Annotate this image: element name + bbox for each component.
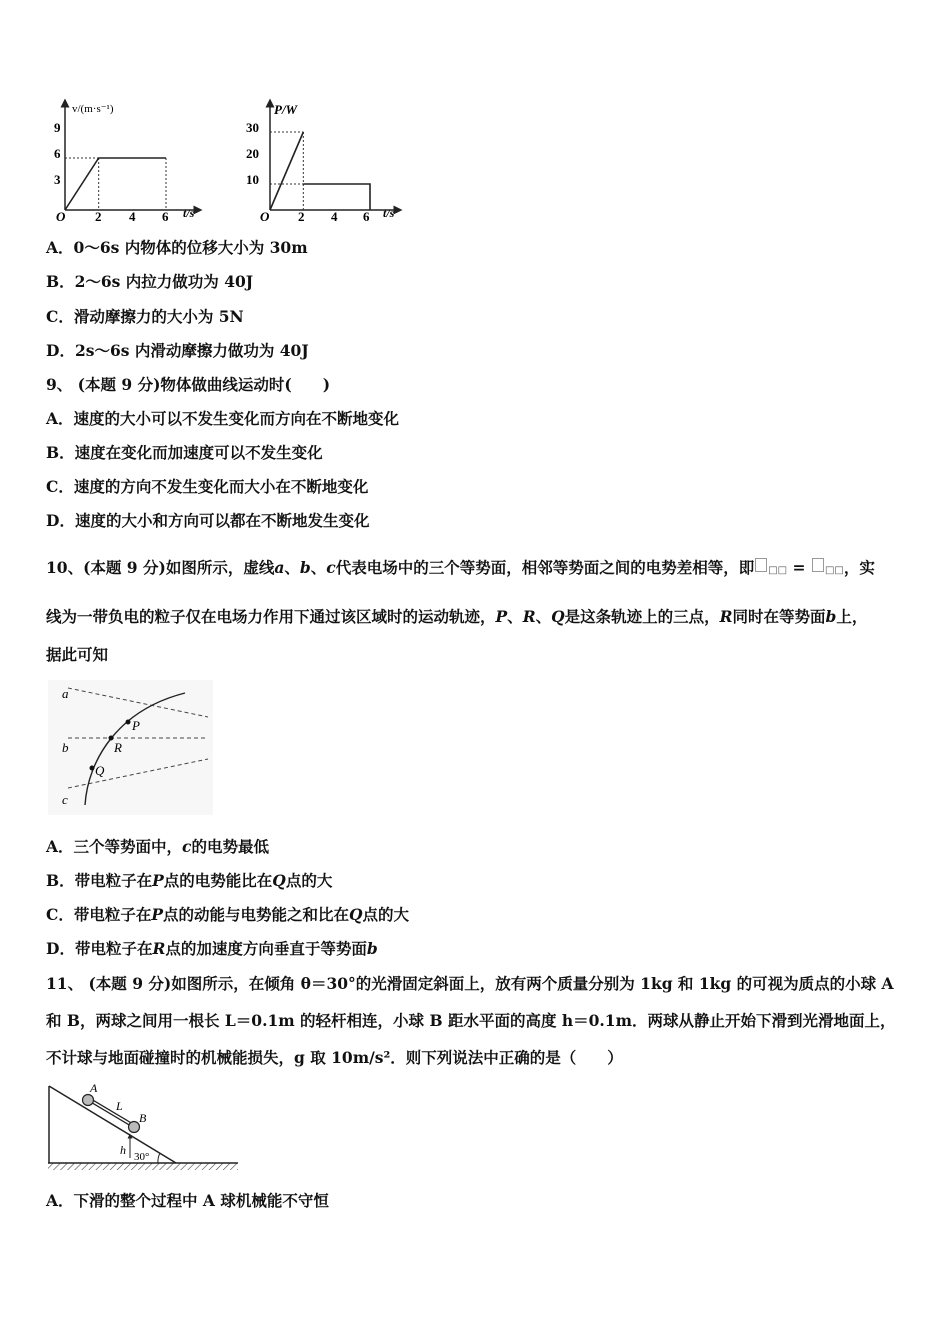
formula-placeholder-icon	[755, 558, 767, 572]
point-Q	[90, 766, 95, 771]
equipotential-figure	[48, 680, 213, 815]
q9-option-a: A．速度的大小可以不发生变化而方向在不断地变化	[46, 409, 400, 428]
q11-stem-line1: 11、 (本题 9 分)如图所示，在倾角 θ＝30°的光滑固定斜面上，放有两个质量分别为 1kg 和 1kg 的可视为质点的小球 A	[46, 974, 894, 993]
y-tick-6: 6	[54, 146, 61, 161]
formula-placeholder-icon	[812, 558, 824, 572]
x-tick-2: 2	[298, 209, 305, 224]
point-R	[109, 736, 114, 741]
x-tick-6: 6	[162, 209, 169, 224]
ball-B	[129, 1122, 140, 1133]
point-P	[126, 720, 131, 725]
label-B: B	[139, 1111, 147, 1125]
velocity-line	[65, 158, 166, 210]
label-c: c	[62, 792, 68, 807]
y-tick-30: 30	[246, 120, 259, 135]
y-tick-20: 20	[246, 146, 259, 161]
ground-hatch	[48, 1163, 238, 1170]
x-tick-6: 6	[363, 209, 370, 224]
label-angle: 30°	[134, 1151, 150, 1163]
power-time-graph	[243, 95, 408, 225]
q10-stem-line2: 线为一带负电的粒子仅在电场力作用下通过该区域时的运动轨迹，P、R、Q是这条轨迹上的三点，R同时在等势面b上，	[46, 607, 868, 626]
q8-option-a: A．0～6s 内物体的位移大小为 30m	[46, 238, 308, 257]
label-Q: Q	[95, 763, 105, 778]
q11-stem-line3: 不计球与地面碰撞时的机械能损失，g 取 10m/s²．则下列说法中正确的是（ ）	[46, 1048, 623, 1067]
label-A: A	[90, 1081, 98, 1095]
q8-option-c: C．滑动摩擦力的大小为 5N	[46, 307, 244, 326]
label-L: L	[116, 1099, 123, 1113]
q10-option-a: A．三个等势面中，c的电势最低	[46, 837, 270, 856]
q9-option-b: B．速度在变化而加速度可以不发生变化	[46, 443, 323, 462]
q10-option-d: D．带电粒子在R点的加速度方向垂直于等势面b	[46, 939, 378, 958]
q10-stem-line1: 10、(本题 9 分)如图所示，虚线a、b、c代表电场中的三个等势面，相邻等势面之间的电势差相等，即 □□ = □□，实	[46, 558, 875, 577]
x-axis-label: t/s	[183, 206, 195, 220]
origin-label: O	[56, 209, 66, 224]
q10-option-c: C．带电粒子在P点的动能与电势能之和比在Q点的大	[46, 905, 410, 924]
y-axis-label: v/(m·s⁻¹)	[72, 103, 114, 115]
y-tick-3: 3	[54, 172, 61, 187]
q9-stem: 9、 (本题 9 分)物体做曲线运动时( )	[46, 375, 331, 394]
origin-label: O	[260, 209, 270, 224]
label-P: P	[132, 718, 140, 733]
label-h: h	[120, 1143, 126, 1157]
q10-stem-line3: 据此可知	[46, 645, 109, 664]
velocity-time-graph	[48, 95, 208, 225]
y-tick-10: 10	[246, 172, 259, 187]
power-line-accelerating	[270, 132, 303, 210]
label-b: b	[62, 740, 69, 755]
incline-figure	[46, 1078, 241, 1176]
q9-option-d: D．速度的大小和方向可以都在不断地发生变化	[46, 511, 370, 530]
q11-option-a: A．下滑的整个过程中 A 球机械能不守恒	[46, 1191, 329, 1210]
x-tick-2: 2	[95, 209, 102, 224]
power-line-constant	[303, 184, 370, 210]
q10-option-b: B．带电粒子在P点的电势能比在Q点的大	[46, 871, 333, 890]
y-tick-9: 9	[54, 120, 61, 135]
incline-surface	[49, 1086, 176, 1163]
x-tick-4: 4	[331, 209, 338, 224]
q8-option-d: D．2s～6s 内滑动摩擦力做功为 40J	[46, 341, 309, 360]
x-axis-label: t/s	[383, 206, 395, 220]
q11-stem-line2: 和 B，两球之间用一根长 L＝0.1m 的轻杆相连，小球 B 距水平面的高度 h＝0.1m．两球从静止开始下滑到光滑地面上，	[46, 1011, 896, 1030]
label-R: R	[114, 740, 122, 755]
x-tick-4: 4	[129, 209, 136, 224]
q9-option-c: C．速度的方向不发生变化而大小在不断地变化	[46, 477, 369, 496]
ball-A	[83, 1095, 94, 1106]
q8-option-b: B．2～6s 内拉力做功为 40J	[46, 272, 254, 291]
label-a: a	[62, 686, 69, 701]
angle-arc	[158, 1153, 160, 1163]
y-axis-label: P/W	[274, 102, 298, 117]
